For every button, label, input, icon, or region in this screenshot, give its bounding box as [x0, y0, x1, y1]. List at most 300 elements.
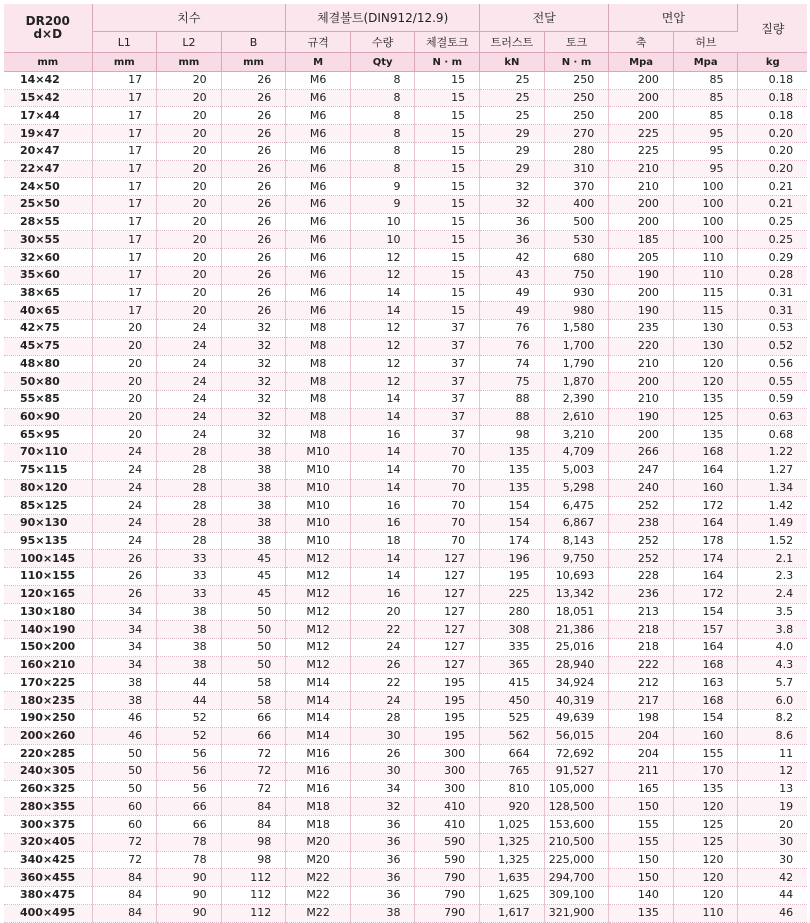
cell-shaft: 185 — [609, 231, 674, 249]
cell-tightening-torque: 15 — [415, 196, 480, 214]
cell-shaft: 218 — [609, 621, 674, 639]
cell-hub: 120 — [673, 355, 738, 373]
cell-tightening-torque: 15 — [415, 231, 480, 249]
cell-l1: 84 — [92, 869, 157, 887]
cell-l1: 17 — [92, 72, 157, 90]
cell-hub: 154 — [673, 709, 738, 727]
cell-qty: 14 — [350, 461, 415, 479]
cell-b: 26 — [221, 125, 286, 143]
cell-shaft: 220 — [609, 337, 674, 355]
cell-qty: 36 — [350, 851, 415, 869]
cell-torque: 25,016 — [544, 639, 609, 657]
cell-l2: 56 — [157, 763, 222, 781]
cell-shaft: 225 — [609, 142, 674, 160]
cell-hub: 120 — [673, 887, 738, 905]
table-row — [4, 89, 807, 107]
cell-torque: 280 — [544, 142, 609, 160]
cell-qty: 14 — [350, 408, 415, 426]
cell-qty: 36 — [350, 833, 415, 851]
cell-hub: 164 — [673, 639, 738, 657]
cell-b: 26 — [221, 266, 286, 284]
cell-l1: 50 — [92, 745, 157, 763]
cell-hub: 125 — [673, 816, 738, 834]
cell-qty: 14 — [350, 284, 415, 302]
cell-thrust: 280 — [480, 603, 545, 621]
cell-shaft: 190 — [609, 266, 674, 284]
cell-spec: M6 — [286, 266, 351, 284]
cell-size: 70×110 — [4, 444, 92, 462]
cell-torque: 930 — [544, 284, 609, 302]
cell-size: 55×85 — [4, 390, 92, 408]
cell-shaft: 212 — [609, 674, 674, 692]
cell-hub: 130 — [673, 337, 738, 355]
cell-b: 58 — [221, 674, 286, 692]
cell-torque: 530 — [544, 231, 609, 249]
cell-b: 32 — [221, 373, 286, 391]
cell-shaft: 222 — [609, 656, 674, 674]
cell-spec: M12 — [286, 656, 351, 674]
cell-spec: M8 — [286, 355, 351, 373]
cell-spec: M22 — [286, 887, 351, 905]
cell-thrust: 765 — [480, 763, 545, 781]
cell-hub: 164 — [673, 461, 738, 479]
cell-torque: 105,000 — [544, 780, 609, 798]
cell-tightening-torque: 127 — [415, 550, 480, 568]
cell-thrust: 76 — [480, 337, 545, 355]
cell-size: 140×190 — [4, 621, 92, 639]
cell-torque: 210,500 — [544, 833, 609, 851]
spec-table-container — [4, 4, 804, 923]
cell-torque: 5,003 — [544, 461, 609, 479]
cell-hub: 85 — [673, 89, 738, 107]
cell-mass: 0.53 — [738, 320, 807, 338]
cell-b: 58 — [221, 692, 286, 710]
cell-qty: 20 — [350, 603, 415, 621]
unit-torque: N · m — [544, 53, 609, 72]
cell-mass: 0.20 — [738, 142, 807, 160]
cell-torque: 9,750 — [544, 550, 609, 568]
cell-size: 170×225 — [4, 674, 92, 692]
cell-mass: 3.5 — [738, 603, 807, 621]
cell-qty: 16 — [350, 426, 415, 444]
table-row — [4, 196, 807, 214]
table-header — [4, 4, 807, 72]
cell-shaft: 235 — [609, 320, 674, 338]
unit-thrust: kN — [480, 53, 545, 72]
cell-size: 48×80 — [4, 355, 92, 373]
cell-shaft: 210 — [609, 355, 674, 373]
cell-shaft: 150 — [609, 798, 674, 816]
cell-thrust: 49 — [480, 284, 545, 302]
cell-mass: 1.49 — [738, 514, 807, 532]
cell-size: 400×495 — [4, 904, 92, 922]
cell-mass: 0.63 — [738, 408, 807, 426]
cell-l1: 50 — [92, 780, 157, 798]
cell-size: 60×90 — [4, 408, 92, 426]
cell-thrust: 415 — [480, 674, 545, 692]
cell-tightening-torque: 37 — [415, 408, 480, 426]
cell-spec: M6 — [286, 125, 351, 143]
cell-thrust: 1,625 — [480, 887, 545, 905]
cell-tightening-torque: 300 — [415, 780, 480, 798]
cell-thrust: 29 — [480, 160, 545, 178]
cell-l1: 38 — [92, 692, 157, 710]
cell-b: 26 — [221, 302, 286, 320]
cell-thrust: 42 — [480, 249, 545, 267]
cell-mass: 1.27 — [738, 461, 807, 479]
cell-b: 26 — [221, 178, 286, 196]
cell-torque: 5,298 — [544, 479, 609, 497]
cell-shaft: 210 — [609, 160, 674, 178]
cell-tightening-torque: 70 — [415, 479, 480, 497]
cell-mass: 1.34 — [738, 479, 807, 497]
cell-hub: 135 — [673, 426, 738, 444]
cell-size: 340×425 — [4, 851, 92, 869]
cell-l2: 20 — [157, 178, 222, 196]
cell-size: 110×155 — [4, 568, 92, 586]
cell-hub: 110 — [673, 266, 738, 284]
cell-torque: 250 — [544, 89, 609, 107]
cell-b: 26 — [221, 249, 286, 267]
cell-hub: 160 — [673, 479, 738, 497]
cell-l1: 34 — [92, 621, 157, 639]
cell-l2: 24 — [157, 337, 222, 355]
cell-thrust: 225 — [480, 585, 545, 603]
cell-b: 112 — [221, 869, 286, 887]
cell-tightening-torque: 790 — [415, 869, 480, 887]
cell-qty: 9 — [350, 178, 415, 196]
cell-tightening-torque: 15 — [415, 302, 480, 320]
cell-torque: 500 — [544, 213, 609, 231]
cell-mass: 2.3 — [738, 568, 807, 586]
cell-l2: 28 — [157, 514, 222, 532]
cell-l1: 38 — [92, 674, 157, 692]
table-row — [4, 426, 807, 444]
cell-size: 38×65 — [4, 284, 92, 302]
cell-qty: 36 — [350, 887, 415, 905]
cell-qty: 8 — [350, 107, 415, 125]
cell-spec: M8 — [286, 408, 351, 426]
cell-size: 15×42 — [4, 89, 92, 107]
cell-thrust: 196 — [480, 550, 545, 568]
unit-l1: mm — [92, 53, 157, 72]
cell-tightening-torque: 195 — [415, 727, 480, 745]
cell-l1: 17 — [92, 249, 157, 267]
cell-qty: 12 — [350, 266, 415, 284]
cell-qty: 14 — [350, 568, 415, 586]
table-row — [4, 142, 807, 160]
col-spec: 규격 — [286, 32, 351, 53]
table-row — [4, 213, 807, 231]
cell-tightening-torque: 195 — [415, 709, 480, 727]
cell-size: 90×130 — [4, 514, 92, 532]
cell-l2: 20 — [157, 142, 222, 160]
cell-b: 32 — [221, 408, 286, 426]
cell-l2: 20 — [157, 302, 222, 320]
cell-mass: 3.8 — [738, 621, 807, 639]
cell-shaft: 200 — [609, 373, 674, 391]
col-tightening-torque: 체결토크 — [415, 32, 480, 53]
cell-mass: 12 — [738, 763, 807, 781]
cell-l1: 46 — [92, 727, 157, 745]
cell-b: 50 — [221, 603, 286, 621]
cell-tightening-torque: 70 — [415, 444, 480, 462]
cell-qty: 22 — [350, 674, 415, 692]
cell-spec: M10 — [286, 497, 351, 515]
cell-tightening-torque: 70 — [415, 497, 480, 515]
model-header — [4, 4, 92, 53]
cell-mass: 44 — [738, 887, 807, 905]
cell-hub: 100 — [673, 231, 738, 249]
cell-spec: M18 — [286, 798, 351, 816]
cell-mass: 20 — [738, 816, 807, 834]
cell-hub: 168 — [673, 692, 738, 710]
cell-thrust: 525 — [480, 709, 545, 727]
cell-l1: 24 — [92, 532, 157, 550]
cell-torque: 28,940 — [544, 656, 609, 674]
cell-b: 26 — [221, 196, 286, 214]
cell-tightening-torque: 300 — [415, 763, 480, 781]
cell-l2: 44 — [157, 674, 222, 692]
unit-tightening-torque: N · m — [415, 53, 480, 72]
cell-tightening-torque: 15 — [415, 107, 480, 125]
cell-tightening-torque: 127 — [415, 621, 480, 639]
cell-b: 50 — [221, 639, 286, 657]
cell-mass: 4.3 — [738, 656, 807, 674]
table-row — [4, 373, 807, 391]
cell-thrust: 1,635 — [480, 869, 545, 887]
cell-qty: 16 — [350, 585, 415, 603]
cell-hub: 135 — [673, 390, 738, 408]
cell-l1: 17 — [92, 125, 157, 143]
cell-tightening-torque: 127 — [415, 639, 480, 657]
cell-spec: M10 — [286, 461, 351, 479]
cell-l2: 56 — [157, 745, 222, 763]
cell-hub: 110 — [673, 904, 738, 922]
cell-size: 95×135 — [4, 532, 92, 550]
cell-spec: M6 — [286, 284, 351, 302]
cell-l2: 20 — [157, 266, 222, 284]
cell-mass: 1.22 — [738, 444, 807, 462]
table-row — [4, 390, 807, 408]
cell-mass: 46 — [738, 904, 807, 922]
cell-tightening-torque: 15 — [415, 142, 480, 160]
cell-hub: 135 — [673, 780, 738, 798]
cell-qty: 12 — [350, 337, 415, 355]
cell-tightening-torque: 195 — [415, 674, 480, 692]
cell-mass: 4.0 — [738, 639, 807, 657]
cell-qty: 34 — [350, 780, 415, 798]
cell-torque: 8,143 — [544, 532, 609, 550]
table-row — [4, 833, 807, 851]
table-row — [4, 408, 807, 426]
cell-size: 42×75 — [4, 320, 92, 338]
cell-b: 66 — [221, 709, 286, 727]
cell-l1: 20 — [92, 373, 157, 391]
table-row — [4, 266, 807, 284]
cell-qty: 8 — [350, 125, 415, 143]
cell-size: 160×210 — [4, 656, 92, 674]
cell-shaft: 210 — [609, 390, 674, 408]
cell-torque: 321,900 — [544, 904, 609, 922]
cell-size: 120×165 — [4, 585, 92, 603]
cell-qty: 12 — [350, 249, 415, 267]
table-row — [4, 780, 807, 798]
unit-spec: M — [286, 53, 351, 72]
cell-size: 360×455 — [4, 869, 92, 887]
cell-b: 84 — [221, 798, 286, 816]
cell-size: 180×235 — [4, 692, 92, 710]
cell-l2: 24 — [157, 408, 222, 426]
model-name: DR200 — [25, 14, 70, 28]
cell-l2: 56 — [157, 780, 222, 798]
cell-tightening-torque: 37 — [415, 355, 480, 373]
table-row — [4, 709, 807, 727]
cell-shaft: 252 — [609, 497, 674, 515]
cell-size: 75×115 — [4, 461, 92, 479]
cell-hub: 110 — [673, 249, 738, 267]
cell-size: 32×60 — [4, 249, 92, 267]
cell-spec: M6 — [286, 142, 351, 160]
cell-size: 30×55 — [4, 231, 92, 249]
table-row — [4, 461, 807, 479]
cell-size: 80×120 — [4, 479, 92, 497]
table-row — [4, 160, 807, 178]
cell-shaft: 252 — [609, 532, 674, 550]
cell-size: 260×325 — [4, 780, 92, 798]
cell-b: 26 — [221, 284, 286, 302]
table-row — [4, 692, 807, 710]
col-shaft: 축 — [609, 32, 674, 53]
col-torque: 토크 — [544, 32, 609, 53]
cell-spec: M8 — [286, 337, 351, 355]
cell-size: 35×60 — [4, 266, 92, 284]
cell-size: 40×65 — [4, 302, 92, 320]
cell-b: 45 — [221, 550, 286, 568]
table-row — [4, 745, 807, 763]
cell-mass: 30 — [738, 833, 807, 851]
cell-mass: 0.31 — [738, 284, 807, 302]
cell-spec: M10 — [286, 514, 351, 532]
cell-hub: 164 — [673, 514, 738, 532]
cell-shaft: 252 — [609, 550, 674, 568]
cell-shaft: 240 — [609, 479, 674, 497]
cell-l1: 20 — [92, 426, 157, 444]
cell-spec: M8 — [286, 320, 351, 338]
table-row — [4, 72, 807, 90]
cell-qty: 12 — [350, 355, 415, 373]
cell-qty: 8 — [350, 160, 415, 178]
cell-thrust: 195 — [480, 568, 545, 586]
cell-size: 130×180 — [4, 603, 92, 621]
cell-spec: M14 — [286, 709, 351, 727]
cell-qty: 8 — [350, 72, 415, 90]
table-row — [4, 532, 807, 550]
cell-mass: 0.21 — [738, 196, 807, 214]
cell-l2: 33 — [157, 568, 222, 586]
cell-size: 20×47 — [4, 142, 92, 160]
cell-l1: 20 — [92, 337, 157, 355]
cell-torque: 1,870 — [544, 373, 609, 391]
cell-thrust: 43 — [480, 266, 545, 284]
cell-shaft: 228 — [609, 568, 674, 586]
cell-shaft: 211 — [609, 763, 674, 781]
cell-l2: 20 — [157, 231, 222, 249]
cell-size: 320×405 — [4, 833, 92, 851]
cell-tightening-torque: 127 — [415, 603, 480, 621]
cell-hub: 120 — [673, 373, 738, 391]
cell-spec: M6 — [286, 89, 351, 107]
cell-qty: 16 — [350, 497, 415, 515]
cell-l2: 28 — [157, 497, 222, 515]
cell-size: 240×305 — [4, 763, 92, 781]
cell-size: 380×475 — [4, 887, 92, 905]
cell-l1: 46 — [92, 709, 157, 727]
group-mass: 질량 — [738, 4, 807, 53]
cell-hub: 154 — [673, 603, 738, 621]
cell-l2: 20 — [157, 160, 222, 178]
cell-tightening-torque: 15 — [415, 160, 480, 178]
cell-tightening-torque: 37 — [415, 373, 480, 391]
cell-thrust: 74 — [480, 355, 545, 373]
cell-qty: 30 — [350, 763, 415, 781]
cell-thrust: 36 — [480, 231, 545, 249]
cell-b: 38 — [221, 461, 286, 479]
cell-tightening-torque: 37 — [415, 426, 480, 444]
cell-thrust: 920 — [480, 798, 545, 816]
cell-hub: 95 — [673, 142, 738, 160]
cell-mass: 0.68 — [738, 426, 807, 444]
cell-l1: 50 — [92, 763, 157, 781]
table-row — [4, 816, 807, 834]
cell-hub: 172 — [673, 497, 738, 515]
table-row — [4, 763, 807, 781]
cell-torque: 1,790 — [544, 355, 609, 373]
cell-mass: 0.28 — [738, 266, 807, 284]
cell-spec: M6 — [286, 107, 351, 125]
cell-mass: 0.29 — [738, 249, 807, 267]
cell-shaft: 150 — [609, 851, 674, 869]
cell-size: 220×285 — [4, 745, 92, 763]
cell-torque: 56,015 — [544, 727, 609, 745]
cell-torque: 4,709 — [544, 444, 609, 462]
cell-mass: 5.7 — [738, 674, 807, 692]
cell-tightening-torque: 37 — [415, 390, 480, 408]
cell-hub: 100 — [673, 178, 738, 196]
cell-mass: 0.59 — [738, 390, 807, 408]
cell-l2: 28 — [157, 444, 222, 462]
cell-b: 38 — [221, 532, 286, 550]
cell-size: 19×47 — [4, 125, 92, 143]
cell-b: 45 — [221, 568, 286, 586]
table-row — [4, 727, 807, 745]
cell-shaft: 200 — [609, 196, 674, 214]
cell-spec: M6 — [286, 160, 351, 178]
cell-thrust: 154 — [480, 497, 545, 515]
cell-l1: 17 — [92, 231, 157, 249]
cell-thrust: 135 — [480, 461, 545, 479]
cell-spec: M14 — [286, 674, 351, 692]
cell-spec: M12 — [286, 603, 351, 621]
cell-size: 24×50 — [4, 178, 92, 196]
cell-qty: 12 — [350, 320, 415, 338]
cell-tightening-torque: 37 — [415, 337, 480, 355]
col-l1: L1 — [92, 32, 157, 53]
cell-hub: 95 — [673, 160, 738, 178]
cell-qty: 10 — [350, 213, 415, 231]
cell-l2: 38 — [157, 656, 222, 674]
cell-tightening-torque: 70 — [415, 461, 480, 479]
